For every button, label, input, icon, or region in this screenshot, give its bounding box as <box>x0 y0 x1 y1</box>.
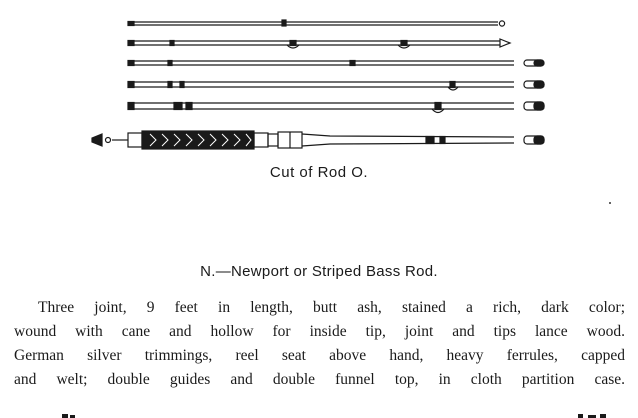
rod-butt-section <box>92 131 544 149</box>
section-body <box>14 296 625 392</box>
section-heading: N.—Newport or Striped Bass Rod. <box>200 263 438 280</box>
body-line-1: Three joint, 9 feet in length, butt ash, stained a rich, dark color; <box>38 299 625 316</box>
rod-tip-section-1 <box>128 20 505 26</box>
printing-speck <box>609 202 611 204</box>
figure-caption: Cut of Rod O. <box>269 164 369 181</box>
rod-joint-section-3 <box>128 60 544 66</box>
rod-illustration <box>0 0 638 160</box>
cut-off-next-line <box>0 411 638 418</box>
body-line-2: wound with cane and hollow for inside tip, joint and tips lance wood. <box>14 323 625 340</box>
body-line-3: German silver trimmings, reel seat above hand, heavy ferrules, capped <box>14 347 625 364</box>
body-line-4: and welt; double guides and double funnel top, in cloth partition case. <box>14 371 625 388</box>
rod-tip-section-2 <box>128 39 510 48</box>
rod-joint-section-4 <box>128 81 544 90</box>
rod-joint-section-5 <box>128 102 544 113</box>
